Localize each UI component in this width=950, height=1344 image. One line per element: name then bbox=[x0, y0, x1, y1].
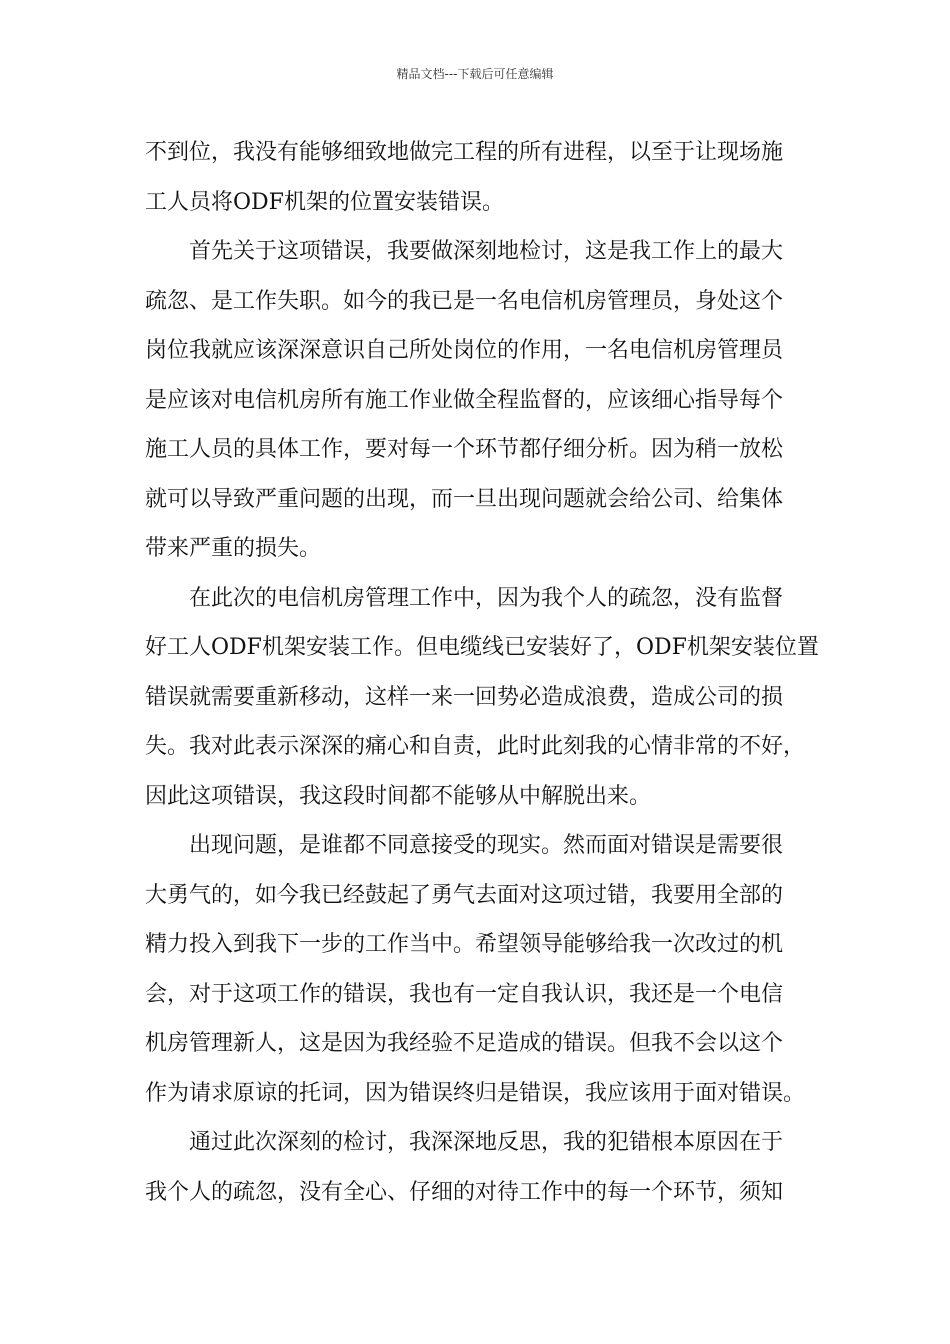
text-line: 疏忽、是工作失职。如今的我已是一名电信机房管理员，身处这个 bbox=[145, 288, 784, 314]
text-line: 会，对于这项工作的错误，我也有一定自我认识，我还是一个电信 bbox=[145, 981, 784, 1007]
text-line: 岗位我就应该深深意识自己所处岗位的作用，一名电信机房管理员 bbox=[145, 338, 784, 363]
paragraph bbox=[145, 821, 825, 1118]
paragraph bbox=[145, 1118, 825, 1217]
text-line: 在此次的电信机房管理工作中，因为我个人的疏忽，没有监督 bbox=[189, 585, 784, 611]
text-line: 大勇气的，如今我已经鼓起了勇气去面对这项过错，我要用全部的 bbox=[145, 882, 784, 908]
text-line: 带来严重的损失。 bbox=[145, 536, 322, 561]
text-line: 精力投入到我下一步的工作当中。希望领导能够给我一次改过的机 bbox=[145, 932, 784, 957]
text-line: 就可以导致严重问题的出现，而一旦出现问题就会给公司、给集体 bbox=[145, 486, 784, 512]
paragraph bbox=[145, 128, 825, 227]
text-line: 失。我对此表示深深的痛心和自责，此时此刻我的心情非常的不好， bbox=[145, 734, 806, 759]
paragraph bbox=[145, 574, 825, 822]
document-body bbox=[145, 128, 825, 1217]
text-line: 出现问题，是谁都不同意接受的现实。然而面对错误是需要很 bbox=[189, 833, 784, 858]
text-line: 因此这项错误，我这段时间都不能够从中解脱出来。 bbox=[145, 783, 652, 809]
text-line: 不到位，我没有能够细致地做完工程的所有进程，以至于让现场施 bbox=[145, 140, 784, 165]
text-line: 我个人的疏忽，没有全心、仔细的对待工作中的每一个环节，须知 bbox=[145, 1179, 784, 1205]
text-line: 首先关于这项错误，我要做深刻地检讨，这是我工作上的最大 bbox=[189, 239, 784, 264]
text-line: 好工人ODF机架安装工作。但电缆线已安装好了，ODF机架安装位置 bbox=[145, 635, 819, 660]
text-line: 错误就需要重新移动，这样一来一回势必造成浪费，造成公司的损 bbox=[145, 684, 784, 710]
text-line: 工人员将ODF机架的位置安装错误。 bbox=[145, 189, 504, 215]
text-line: 机房管理新人，这是因为我经验不足造成的错误。但我不会以这个 bbox=[145, 1031, 784, 1056]
text-line: 是应该对电信机房所有施工作业做全程监督的，应该细心指导每个 bbox=[145, 387, 784, 413]
page-header: 精品文档---下载后可任意编辑 bbox=[396, 67, 554, 81]
text-line: 作为请求原谅的托词，因为错误终归是错误，我应该用于面对错误。 bbox=[145, 1080, 806, 1106]
text-line: 通过此次深刻的检讨，我深深地反思，我的犯错根本原因在于 bbox=[189, 1130, 784, 1155]
paragraph bbox=[145, 227, 825, 574]
text-line: 施工人员的具体工作，要对每一个环节都仔细分析。因为稍一放松 bbox=[145, 437, 784, 462]
